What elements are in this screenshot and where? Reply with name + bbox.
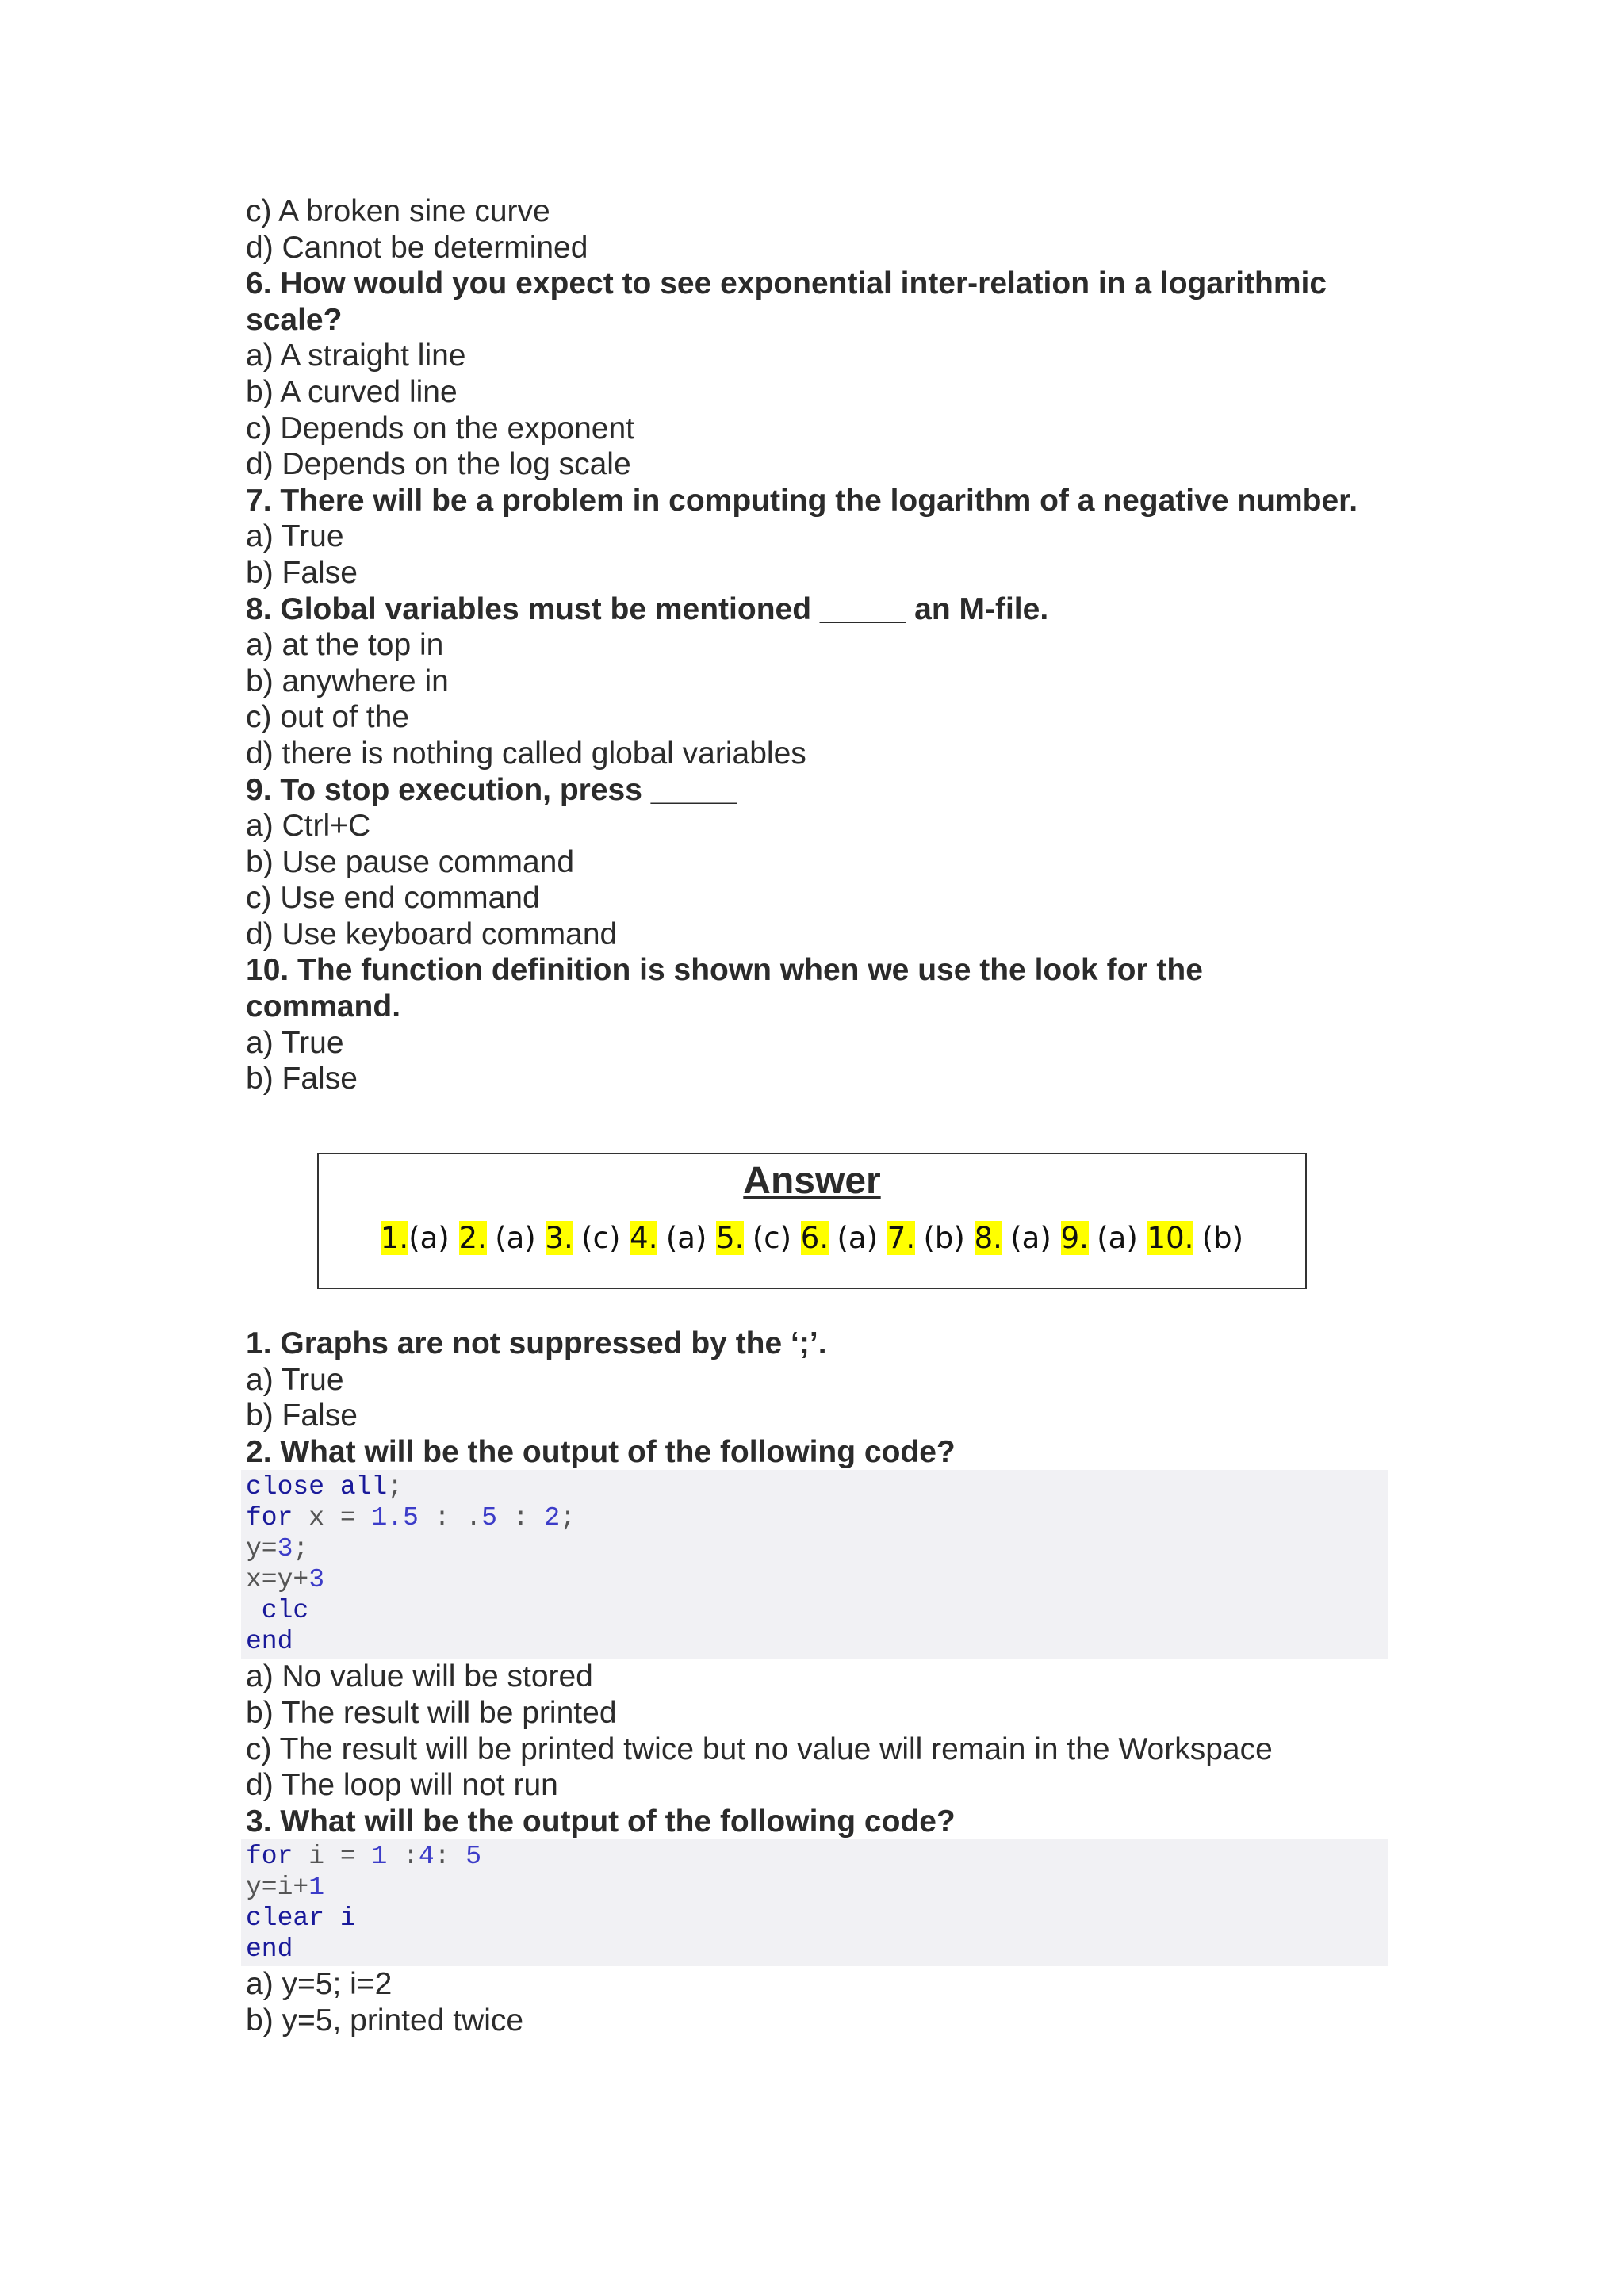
option-text: c) Depends on the exponent: [246, 411, 635, 446]
code-token: : .: [418, 1503, 482, 1533]
code-token: ;: [387, 1472, 404, 1502]
code-token: 3: [308, 1565, 325, 1595]
code-token: 3: [277, 1534, 293, 1564]
code-line: [246, 1841, 1388, 1872]
code-token: for: [246, 1842, 293, 1872]
answer-choice: (a): [837, 1221, 879, 1255]
code-token: :: [387, 1842, 419, 1872]
question-text: 9. To stop execution, press _____: [246, 772, 737, 807]
answer-choice: (b): [1201, 1221, 1244, 1255]
question-3: 3. What will be the output of the following code?: [246, 1804, 956, 1839]
code-token: 5: [465, 1842, 482, 1872]
option-text: a) True: [246, 1025, 344, 1060]
option-text: a) at the top in: [246, 628, 444, 663]
option-d: d) The loop will not run: [246, 1768, 558, 1803]
code-token: 1: [371, 1842, 388, 1872]
code-token: 1: [308, 1873, 325, 1903]
option-text: d) Use keyboard command: [246, 916, 618, 951]
question-text: 6. How would you expect to see exponential inter-relation in a logarithmic: [246, 266, 1327, 301]
answer-choice: (a): [665, 1221, 707, 1255]
questions-part-2: [246, 1326, 1388, 2039]
question-text: 10. The function definition is shown when we use the look for the: [246, 953, 1203, 988]
answer-number: 5.: [716, 1221, 745, 1255]
code-line: [246, 1626, 1388, 1657]
answer-box: [317, 1153, 1307, 1289]
code-token: for: [246, 1503, 293, 1533]
document-body: [246, 193, 1388, 1097]
option-text: a) Ctrl+C: [246, 809, 371, 844]
answer-choice: (c): [752, 1221, 792, 1255]
answer-choice: (a): [408, 1221, 450, 1255]
answer-number: 7.: [887, 1221, 916, 1255]
code-token: 1.5: [371, 1503, 419, 1533]
code-line: [246, 1564, 1388, 1595]
option-b: b) False: [246, 1399, 358, 1433]
answer-choice: (b): [923, 1221, 965, 1255]
answer-choice: (c): [581, 1221, 621, 1255]
code-token: :: [434, 1842, 466, 1872]
code-token: :: [496, 1503, 545, 1533]
answer-number: 4.: [630, 1221, 658, 1255]
code-line: [246, 1502, 1388, 1533]
code-token: 4: [418, 1842, 435, 1872]
answer-number: 9.: [1060, 1221, 1089, 1255]
option-b: b) y=5, printed twice: [246, 2003, 524, 2038]
answer-choice: (a): [1097, 1221, 1138, 1255]
questions-part-1: [246, 193, 1388, 1097]
code-token: 5: [481, 1503, 497, 1533]
answer-number: 2.: [458, 1221, 487, 1255]
code-token: y=i+: [246, 1873, 309, 1903]
code-token: i =: [293, 1842, 372, 1872]
option-text: b) False: [246, 1062, 358, 1096]
option-text: a) A straight line: [246, 339, 466, 373]
answer-key-list: [319, 1221, 1305, 1255]
code-token: 2: [544, 1503, 561, 1533]
option-text: d) Depends on the log scale: [246, 447, 631, 482]
code-line: [246, 1872, 1388, 1903]
code-line: [246, 1903, 1388, 1934]
question-2: 2. What will be the output of the following code?: [246, 1434, 956, 1469]
question-1: 1. Graphs are not suppressed by the ‘;’.: [246, 1326, 827, 1360]
code-token: end: [246, 1934, 293, 1965]
code-token: x =: [293, 1503, 372, 1533]
code-token: close all: [246, 1472, 388, 1502]
answer-number: 3.: [545, 1221, 573, 1255]
code-token: ;: [293, 1534, 309, 1564]
code-block-q3: [241, 1839, 1388, 1966]
answer-number: 10.: [1147, 1221, 1194, 1255]
option-text: c) out of the: [246, 700, 409, 735]
option-c: c) The result will be printed twice but no value will remain in the Workspace: [246, 1732, 1273, 1766]
option-text: c) A broken sine curve: [246, 194, 550, 228]
option-text: b) A curved line: [246, 374, 458, 409]
code-token: y=: [246, 1534, 278, 1564]
option-a: a) True: [246, 1362, 344, 1397]
answer-number: 6.: [800, 1221, 829, 1255]
option-a: a) No value will be stored: [246, 1659, 593, 1694]
answer-choice: (a): [1010, 1221, 1051, 1255]
option-text: c) Use end command: [246, 881, 540, 916]
option-text: a) True: [246, 519, 344, 554]
code-token: x=y+: [246, 1565, 309, 1595]
option-a: a) y=5; i=2: [246, 1967, 393, 2002]
code-block-q2: [241, 1470, 1388, 1659]
code-line: [246, 1595, 1388, 1626]
code-line: [246, 1533, 1388, 1564]
option-text: d) Cannot be determined: [246, 230, 588, 265]
answer-title: Answer: [743, 1160, 881, 1202]
code-token: end: [246, 1627, 293, 1657]
code-line: [246, 1934, 1388, 1965]
option-text: d) there is nothing called global variables: [246, 736, 806, 771]
question-text: scale?: [246, 302, 343, 337]
option-text: b) anywhere in: [246, 664, 449, 698]
question-text: command.: [246, 989, 401, 1024]
code-token: clear i: [246, 1904, 356, 1934]
code-token: ;: [560, 1503, 576, 1533]
question-text: 8. Global variables must be mentioned _____ an M-file.: [246, 591, 1049, 626]
option-text: b) False: [246, 555, 358, 590]
answer-number: 1.: [380, 1221, 409, 1255]
option-b: b) The result will be printed: [246, 1695, 617, 1730]
option-text: b) Use pause command: [246, 844, 575, 879]
code-token: clc: [246, 1596, 309, 1626]
answer-choice: (a): [495, 1221, 536, 1255]
code-line: [246, 1471, 1388, 1502]
answer-number: 8.: [974, 1221, 1002, 1255]
question-text: 7. There will be a problem in computing the logarithm of a negative number.: [246, 483, 1358, 518]
